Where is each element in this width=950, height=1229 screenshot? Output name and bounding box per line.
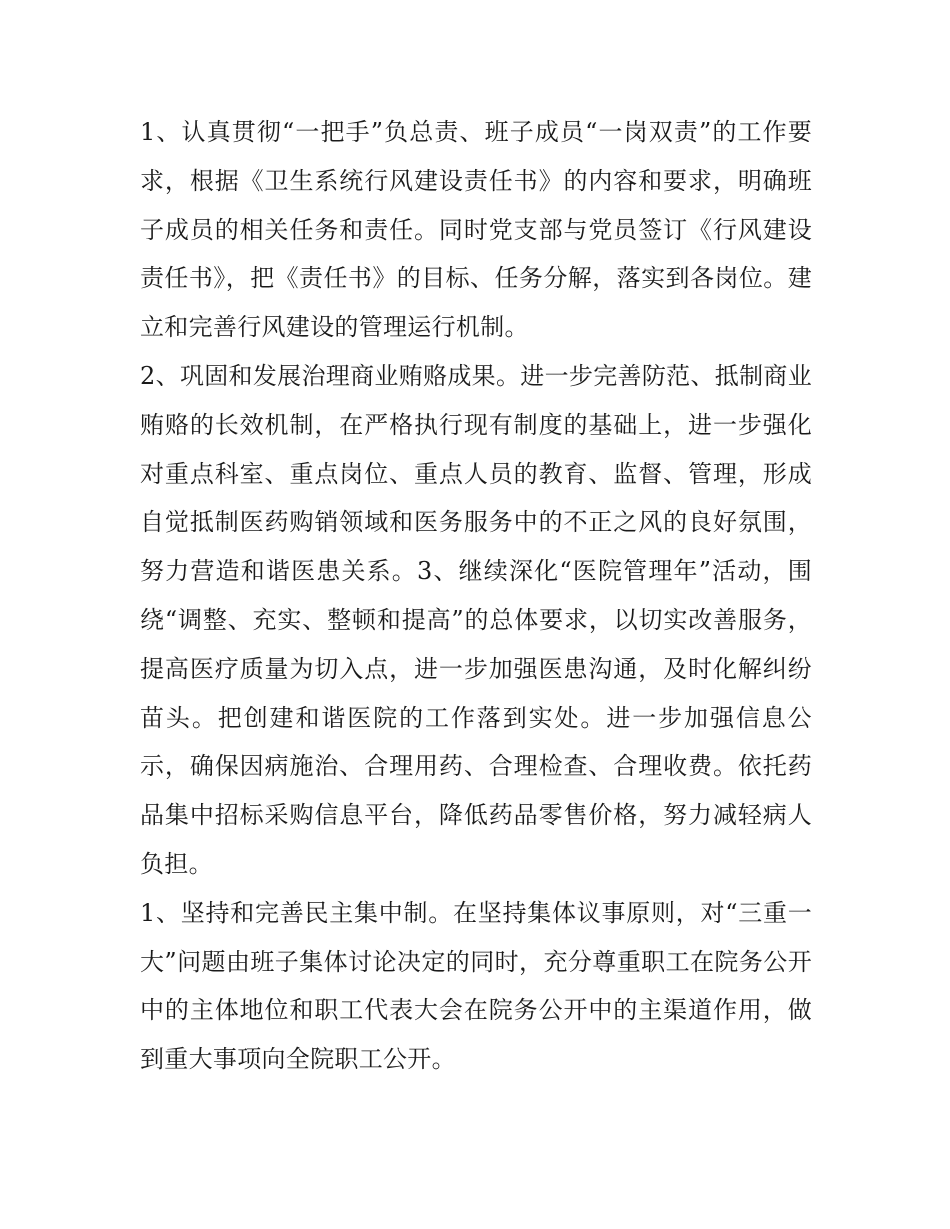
paragraph-3: 1、坚持和完善民主集中制。在坚持集体议事原则，对“三重一大”问题由班子集体讨论决定的同时，充分尊重职工在院务公开中的主体地位和职工代表大会在院务公开中的主渠道作用，做到重大事项向全院职工公开。: [140, 898, 812, 1074]
paragraph-1: 1、认真贯彻“一把手”负总责、班子成员“一岗双责”的工作要求，根据《卫生系统行风建设责任书》的内容和要求，明确班子成员的相关任务和责任。同时党支部与党员签订《行风建设责任书》，把《责任书》的目标、任务分解，落实到各岗位。建立和完善行风建设的管理运行机制。: [140, 118, 812, 342]
paragraph-2: 2、巩固和发展治理商业贿赂成果。进一步完善防范、抵制商业贿赂的长效机制，在严格执行现有制度的基础上，进一步强化对重点科室、重点岗位、重点人员的教育、监督、管理，形成自觉抵制医药购销领域和医务服务中的不正之风的良好氛围，努力营造和谐医患关系。3、继续深化“医院管理年”活动，围绕“调整、充实、整顿和提高”的总体要求，以切实改善服务，提高医疗质量为切入点，进一步加强医患沟通，及时化解纠纷苗头。把创建和谐医院的工作落到实处。进一步加强信息公示，确保因病施治、合理用药、合理检查、合理收费。依托药品集中招标采购信息平台，降低药品零售价格，努力减轻病人负担。: [140, 361, 812, 878]
document-body: [140, 108, 812, 1084]
